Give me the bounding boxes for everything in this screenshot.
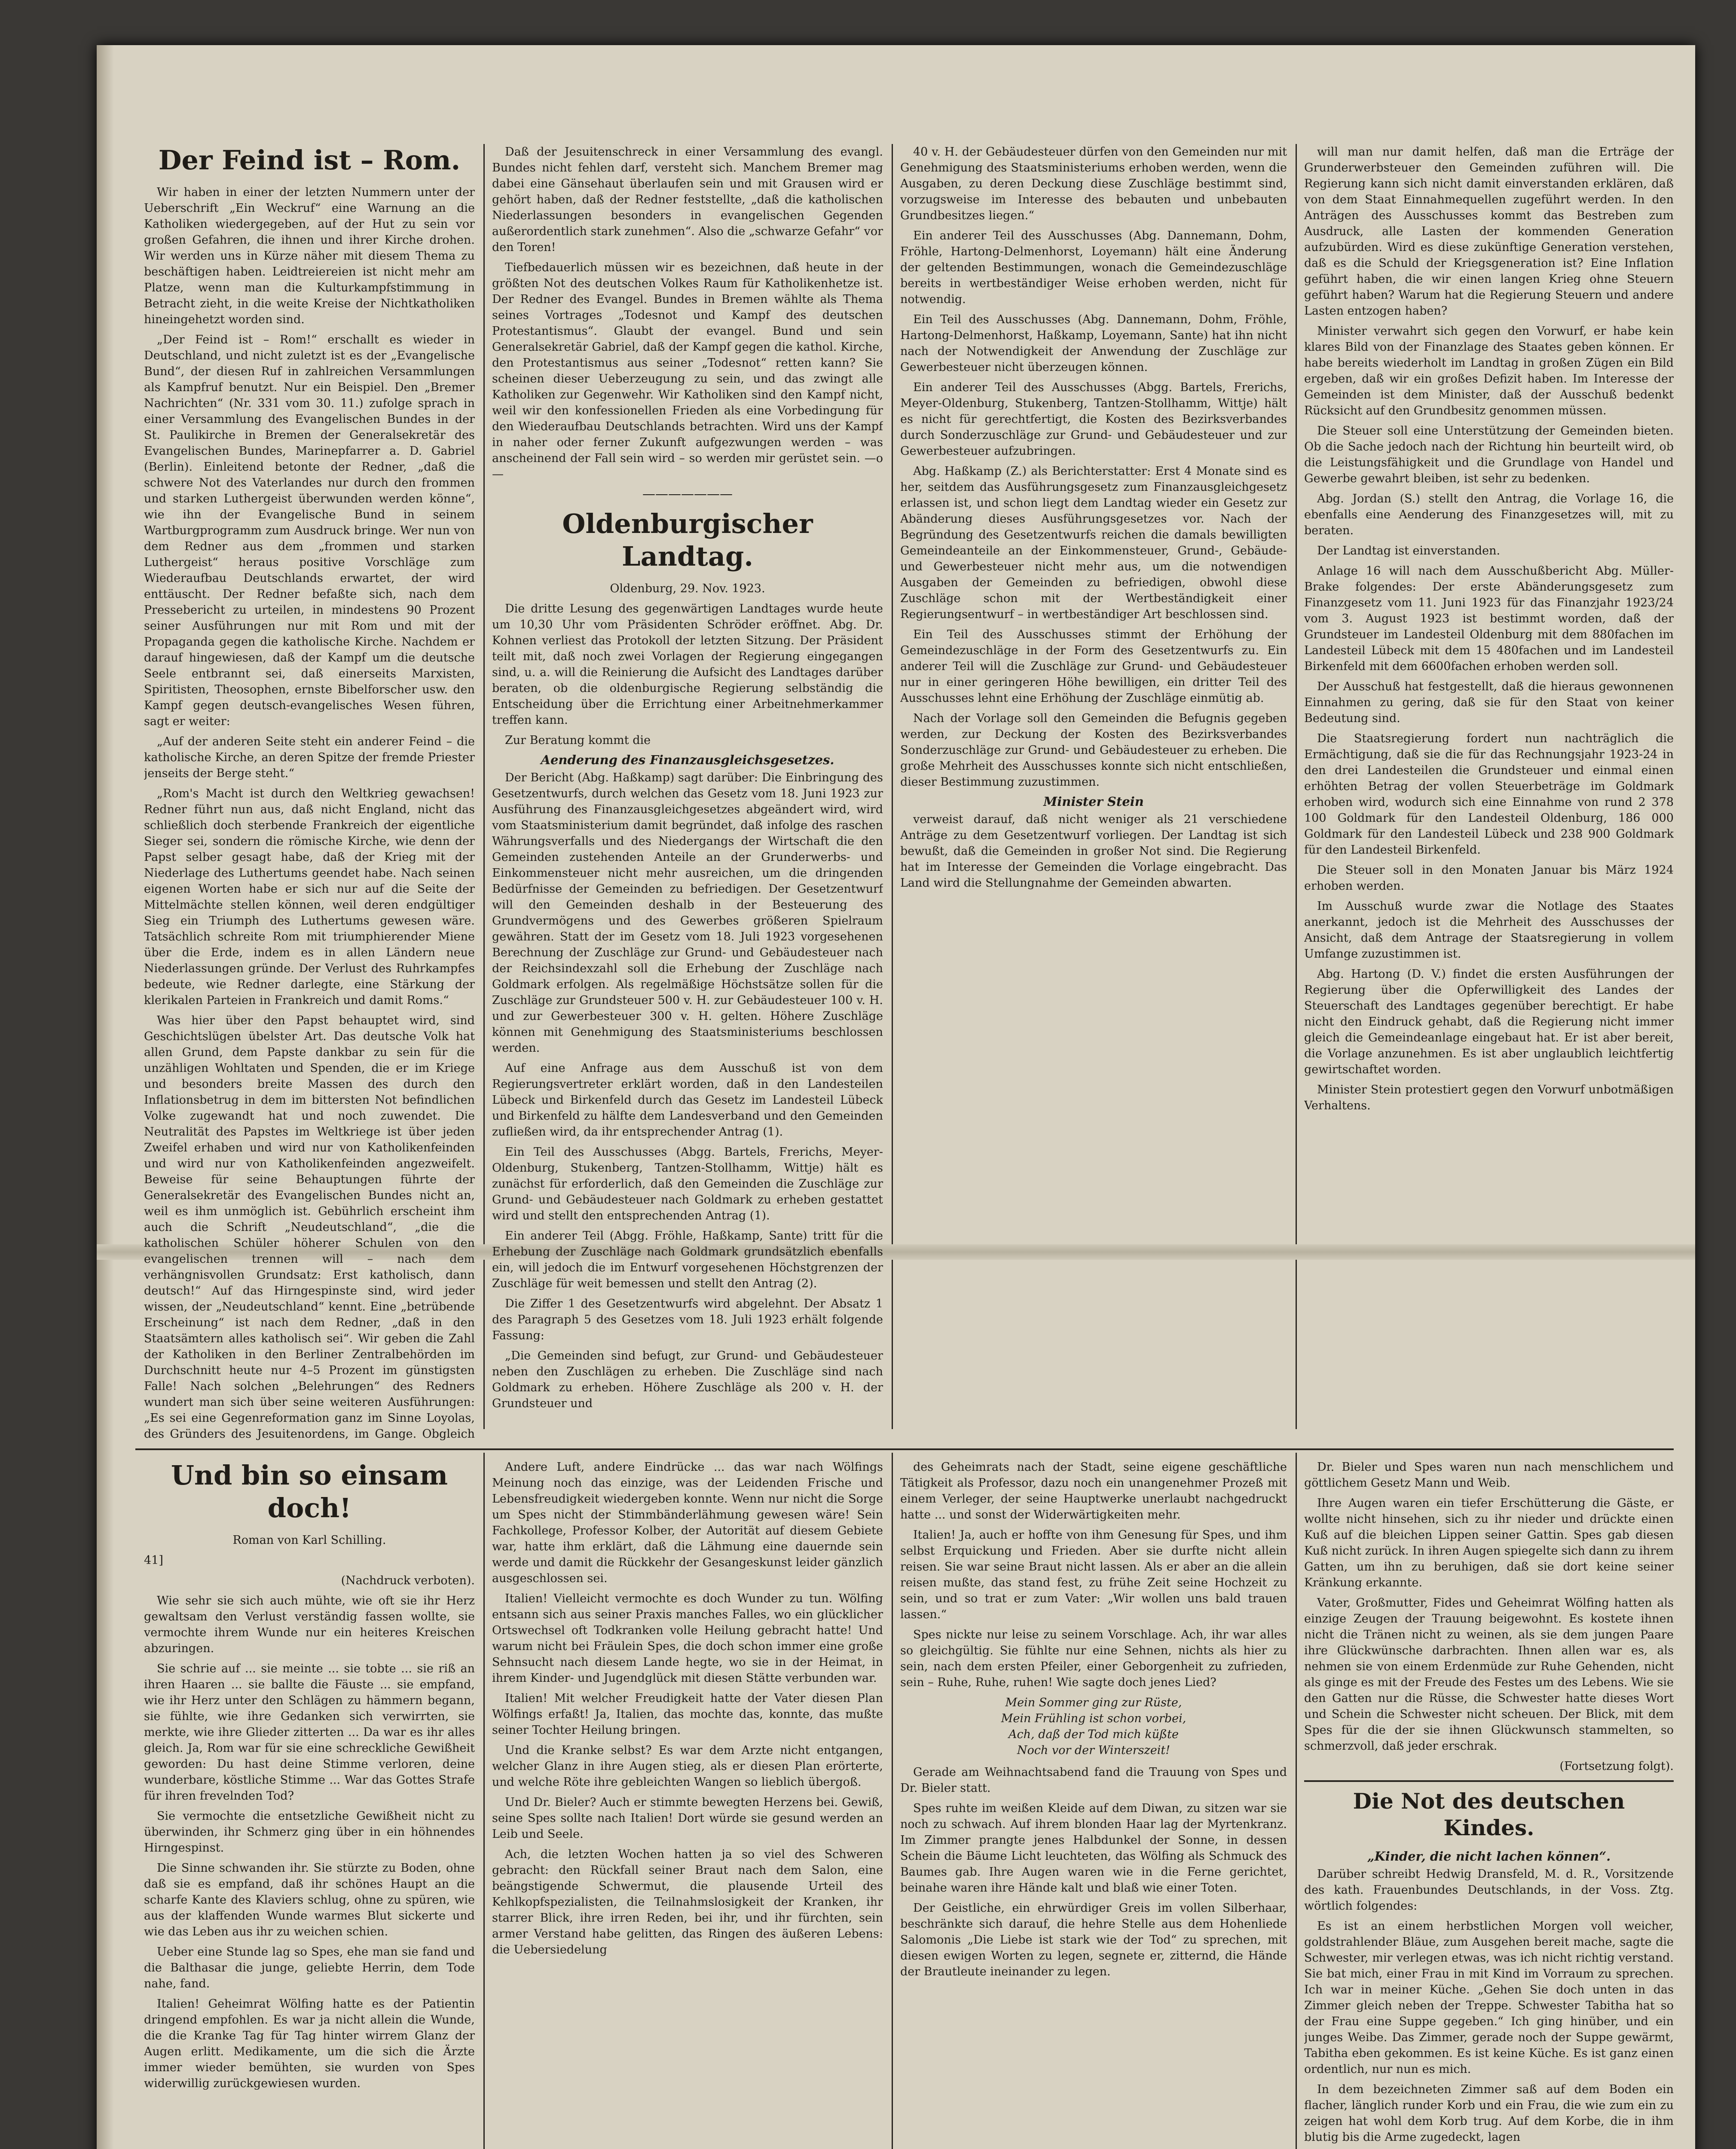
paragraph: Sie schrie auf ... sie meinte ... sie tobte ... sie riß an ihren Haaren ... sie ballte die Fäuste ... sie empfand, wie ihr Herz unter den Schlägen zu hämmern begann, sie fühlte, wie ihre Gedanken sich verwirrten, sie merkte, wie ihre Glieder zitterten ... Da war es ihr alles gleich. Ja, Rom war für sie eine schreckliche Gewißheit geworden: Du hast deine Stimme verloren, deine wunderbare, köstliche Stimme ... War das Gottes Strafe für ihren frevelnden Tod? (144, 1662, 475, 1803)
poem-line: Noch vor der Winterszeit! (1017, 1744, 1171, 1757)
poem-line: Ach, daß der Tod mich küßte (1009, 1728, 1179, 1741)
paragraph: Sie vermochte die entsetzliche Gewißheit nicht zu überwinden, ihr Schmerz ging über in ein höhnendes Hirngespinst. (144, 1809, 475, 1855)
paragraph: Minister verwahrt sich gegen den Vorwurf, er habe kein klares Bild von der Finanzlage des Staates geben können. Er habe bereits wiederholt im Landtag in großen Zügen ein Bild ergeben, daß wir ein großes Defizit haben. Im Interesse der Gemeinden ist dem Minister, daß der Ausschuß bedenkt Rücksicht auf den Grundbesitz genommen müssen. (1304, 324, 1674, 417)
paragraph: Italien! Geheimrat Wölfing hatte es der Patientin dringend empfohlen. Es war ja nicht allein die Wunde, die die Kranke Tag für Tag hinter wirrem Glanz der Augen erlitt. Medikamente, um die sich die Ärzte immer wieder bemühten, sie wurden von Spes widerwillig zurückgewiesen wurden. (144, 1997, 475, 2090)
subheading: „Kinder, die nicht lachen können“. (1367, 1849, 1611, 1864)
column-rule (1296, 144, 1297, 1429)
subheading: Aenderung des Finanzausgleichsgesetzes. (541, 753, 834, 767)
paragraph: Auf eine Anfrage aus dem Ausschuß ist von dem Regierungsvertreter erklärt worden, daß in den Landesteilen Lübeck und Birkenfeld durch das Gesetz im Landesteil Lübeck und Birkenfeld zu hälfte dem Landesverband und den Gemeinden zufließen wird, da ihr entsprechender Antrag (1). (492, 1062, 883, 1139)
paragraph: Italien! Ja, auch er hoffte von ihm Genesung für Spes, und ihm selbst Erquickung und Frieden. Aber sie durfte nicht allein reisen. Sie war seine Braut nicht lassen. Als er aber an die allein reisen mußte, das stand fest, zu frühe Zeit seine Hochzeit zu sein, und so trat er zum Vater: „Wir wollen uns bald trauen lassen.“ (900, 1528, 1287, 1621)
paragraph: Der Ausschuß hat festgestellt, daß die hieraus gewonnenen Einnahmen zu gering, daß sie für den Staat von keiner Bedeutung sind. (1304, 680, 1674, 725)
newspaper-page (97, 45, 1695, 2149)
continuation-note: (Fortsetzung folgt). (1559, 1760, 1674, 1773)
paragraph: Ein Teil des Ausschusses (Abgg. Bartels, Frerichs, Meyer-Oldenburg, Stukenberg, Tantzen-Stollhamm, Wittje) hält es zunächst für erforderlich, daß den Gemeinden die Zuschläge zur Grund- und Gebäudesteuer nach Goldmark zu erheben gestattet wird und stellt den entsprechenden Antrag (1). (492, 1145, 883, 1222)
paragraph: Die Staatsregierung fordert nun nachträglich die Ermächtigung, daß sie die für das Rechnungsjahr 1923-24 in den drei Landesteilen die Grundsteuer und einmal einen erhöhten Betrag der vollen Steuerbeträge im Goldmark erhoben wird, wodurch sich eine Einnahme von rund 2 378 100 Goldmark für den Landesteil Oldenburg, 186 000 Goldmark für den Landesteil Lübeck und 238 900 Goldmark für den Landesteil Birkenfeld. (1304, 732, 1674, 857)
paragraph: Im Ausschuß wurde zwar die Notlage des Staates anerkannt, jedoch ist die Mehrheit des Ausschusses der Ansicht, daß dem Antrage der Staatsregierung in vollem Umfange zuzustimmen ist. (1304, 900, 1674, 961)
paragraph: Daß der Jesuitenschreck in einer Versammlung des evangl. Bundes nicht fehlen darf, versteht sich. Manchem Bremer mag dabei eine Gänsehaut überlaufen sein und mit Grausen wird er gehört haben, daß der Redner feststellte, „daß die katholischen Niederlassungen besonders in evangelischen Gegenden außerordentlich stark zunehmen“. Also die „schwarze Gefahr“ vor den Toren! (492, 145, 883, 254)
column-rule (892, 144, 893, 1429)
paragraph: Der Landtag ist einverstanden. (1317, 544, 1501, 557)
paragraph: Wie sehr sie sich auch mühte, wie oft sie ihr Herz gewaltsam den Verlust verständig fassen wollte, sie vermochte ihrem Wunde nur ein heiteres Kreischen abzuringen. (144, 1594, 475, 1655)
poem (900, 1695, 1287, 1758)
paragraph: Ein anderer Teil des Ausschusses (Abg. Dannemann, Dohm, Fröhle, Hartong-Delmenhorst, Loyemann) hält eine Änderung der geltenden Bestimmungen, wonach die Gemeindezuschläge bereits in wertbeständiger Weise erhoben werden, nicht für notwendig. (900, 229, 1287, 306)
installment-number: 41] (144, 1554, 163, 1567)
paragraph: Ueber eine Stunde lag so Spes, ehe man sie fand und die Balthasar die junge, geliebte Herrin, dem Tode nahe, fand. (144, 1945, 475, 1990)
article-title: Die Not des deutschen Kindes. (1353, 1788, 1625, 1840)
paragraph: Dr. Bieler und Spes waren nun nach menschlichem und göttlichem Gesetz Mann und Weib. (1304, 1460, 1674, 1490)
dateline: Oldenburg, 29. Nov. 1923. (610, 582, 765, 595)
paragraph: Gerade am Weihnachtsabend fand die Trauung von Spes und Dr. Bieler statt. (900, 1766, 1287, 1795)
column-landtag (492, 144, 883, 1442)
paragraph: will man nur damit helfen, daß man die Erträge der Grunderwerbsteuer den Gemeinden zuführen will. Die Regierung kann sich nicht damit einverstanden erklären, daß von dem Staat Einnahmequellen zugeführt werden. In den Anträgen des Ausschusses kommt das Bestreben zum Ausdruck, alle Lasten der kommenden Generation aufzubürden. Wird es diese zukünftige Generation verstehen, daß es die Schuld der Kriegsgeneration ist? Eine Inflation geführt haben, die wir einen langen Krieg ohne Steuern geführt haben? Warum hat die Regierung Steuern und andere Lasten entzogen haben? (1304, 145, 1674, 318)
paragraph: Abg. Hartong (D. V.) findet die ersten Ausführungen der Regierung über die Opferwilligkeit des Landes der Steuerschaft des Landtages gegenüber berechtigt. Er habe nicht den Eindruck gehabt, daß die Regierung nicht immer gleich die Gemeindeanlage eingebaut hat. Er ist aber bereit, die Vorlage anzunehmen. Es ist aber unglaublich leichtfertig gewirtschaftet worden. (1304, 967, 1674, 1076)
paragraph: Die Steuer soll eine Unterstützung der Gemeinden bieten. Ob die Sache jedoch nach der Richtung hin beurteilt wird, ob die Leistungsfähigkeit und die Grundlage von Handel und Gewerbe gewahrt bleiben, ist sehr zu bedenken. (1304, 424, 1674, 485)
paragraph: Und Dr. Bieler? Auch er stimmte bewegten Herzens bei. Gewiß, seine Spes sollte nach Italien! Dort würde sie gesund werden an Leib und Seele. (492, 1796, 883, 1841)
paragraph: Spes ruhte im weißen Kleide auf dem Diwan, zu sitzen war sie noch zu schwach. Auf ihrem blonden Haar lag der Myrtenkranz. Im Zimmer prangte jenes Halbdunkel der Sonne, in dessen Schein die Bäume Licht leuchteten, das Wölfing als Schmuck des Baumes gab. Ihre Augen waren wie in die Ferne gerichtet, beinahe waren ihre Hände kalt und blaß wie einer Toten. (900, 1802, 1287, 1895)
paragraph: Der Bericht (Abg. Haßkamp) sagt darüber: Die Einbringung des Gesetzentwurfs, durch welchen das Gesetz vom 18. Juni 1923 zur Ausführung des Finanzausgleichgesetzes abgeändert wird, wird vom Staatsministerium damit begründet, daß infolge des raschen Währungsverfalls und des Niedergangs der Wirtschaft die den Gemeinden zustehenden Anteile an der Grunderwerbs- und Einkommensteuer nicht mehr ausreichen, um die dringenden Bedürfnisse der Gemeinden zu befriedigen. Der Gesetzentwurf will den Gemeinden deshalb in der Besteuerung des Grundvermögens und des Gewerbes größeren Spielraum gewähren. Statt der im Gesetz vom 18. Juli 1923 vorgesehenen Berechnung der Zuschläge zur Grund- und Gebäudesteuer nach der Reichsindexzahl soll die Erhebung der Zuschläge nach Goldmark erfolgen. Als regelmäßige Höchstsätze sollen für die Zuschläge zur Grundsteuer 500 v. H. zur Gebäudesteuer 100 v. H. und zur Gewerbesteuer 300 v. H. gelten. Höhere Zuschläge können mit Genehmigung des Staatsministeriums beschlossen werden. (492, 771, 883, 1055)
paragraph: Tiefbedauerlich müssen wir es bezeichnen, daß heute in der größten Not des deutschen Volkes Raum für Katholikenhetze ist. Der Redner des Evangel. Bundes in Bremen wählte als Thema seines Vortrages „Todesnot und Kampf des deutschen Protestantismus“. Glaubt der evangel. Bund und sein Generalsekretär Gabriel, daß der Kampf gegen die kathol. Kirche, den Protestantismus aus seiner „Todesnot“ retten kann? Sie scheinen dieser Ueberzeugung zu sein, und das zwingt alle Katholiken zur Gegenwehr. Wir Katholiken sind den Kampf nicht, weil wir den konfessionellen Frieden als eine Vorbedingung für den Wiederaufbau Deutschlands betrachten. Wird uns der Kampf in naher oder ferner Zukunft aufgezwungen werden – was anscheinend der Fall sein wird – so werden mir gerüstet sein. —o— (492, 261, 883, 481)
paragraph: Ein Teil des Ausschusses stimmt der Erhöhung der Gemeindezuschläge in der Form des Gesetzentwurfs zu. Ein anderer Teil will die Zuschläge zur Grund- und Gebäudesteuer nur in einer geringeren Höhe bewilligen, ein dritter Teil des Ausschusses lehnt eine Erhöhung der Zuschläge einmütig ab. (900, 628, 1287, 705)
column-rule (892, 1453, 893, 2149)
novel-col3 (900, 1459, 1287, 2149)
paragraph: Ach, die letzten Wochen hatten ja so viel des Schweren gebracht: den Rückfall seiner Braut nach dem Salon, eine beängstigende Schwermut, die plausende Urteil des Kehlkopfspezialisten, die Teilnahmslosigkeit der Kranken, ihr starrer Blick, ihre irren Reden, bei ihr, und ihr fürchten, sein armer Verstand habe gelitten, das Ringen des äußeren Lebens: die Uebersiedelung (492, 1848, 883, 1956)
article-title: Der Feind ist – Rom. (158, 144, 461, 176)
column-rule (1296, 1453, 1297, 2149)
paragraph: „Der Feind ist – Rom!“ erschallt es wieder in Deutschland, und nicht zuletzt ist es der „Evangelische Bund“, der diesen Ruf in zahlreichen Versammlungen als Kampfruf benutzt. Nur ein Beispiel. Den „Bremer Nachrichten“ (Nr. 331 vom 30. 11.) zufolge sprach in einer Versammlung des Evangelischen Bundes in der St. Paulikirche in Bremen der Generalsekretär des Evangelischen Bundes, Marinepfarrer a. D. Gabriel (Berlin). Einleitend betonte der Redner, „daß die schwere Not des Vaterlandes nur durch den frommen und starken Luthergeist überwunden werden könne“, wie ihn der Evangelische Bund in seinem Wartburgprogramm zum Ausdruck bringe. Wer nun von dem Redner aus dem „frommen und starken Luthergeist“ heraus positive Vorschläge zum Wiederaufbau Deutschlands erwartet, der wird enttäuscht. Der Redner befaßte sich, nach dem Pressebericht zu urteilen, in mindestens 90 Prozent seiner Ausführungen nur mit Rom und mit der Propaganda gegen die katholische Kirche. Nachdem er darauf hingewiesen, daß der Kampf um die deutsche Seele entbrannt sei, daß einerseits Marxisten, Spiritisten, Theosophen, ernste Bibelforscher usw. den Kampf gegen deutsch-evangelisches Wesen führen, sagt er weiter: (144, 333, 475, 728)
paragraph: Was hier über den Papst behauptet wird, sind Geschichtslügen übelster Art. Das deutsche Volk hat allen Grund, dem Papste dankbar zu sein für die unzähligen Wohltaten und Spenden, die er im Kriege und besonders breite Massen des durch den Inflationsbetrug in dem im bittersten Not befindlichen Volke zugewandt hat und noch zuwendet. Die Neutralität des Papstes im Weltkriege ist über jeden Zweifel erhaben und wird nur von Katholikenfeinden und wird nur von Katholikenfeinden angezweifelt. Beweise für seine Behauptungen führte der Generalsekretär des Evangelischen Bundes nicht an, weil es ihm unmöglich ist. Gebührlich erscheint ihm auch die Schrift „Neudeutschland“, „die die katholischen Schüler höherer Schulen von den evangelischen trennen will – nach dem verhängnisvollen Grundsatz: Erst katholisch, dann deutsch!“ Auf das Hirngespinste sind, wird jeder wissen, der „Neudeutschland“ kennt. Eine „betrübende Erscheinung“ ist nach dem Redner, „daß in den Staatsämtern alles katholisch sei“. Wir geben die Zahl der Katholiken in den Berliner Zentralbehörden im Durchschnitt heute nur 4–5 Prozent im günstigsten Falle! Nach solchen „Belehrungen“ des Redners wundert man sich über seine weiteren Ausführungen: „Es sei eine Gegenreformation ganz im Sinne Loyolas, des Gründers des Jesuitenordens, im Gange. Obgleich (144, 1014, 475, 1441)
paragraph: Ein anderer Teil des Ausschusses (Abgg. Bartels, Frerichs, Meyer-Oldenburg, Stukenberg, Tantzen-Stollhamm, Wittje) hält es nicht für gerechtfertigt, die Kosten des Bezirksverbandes durch Sonderzuschläge zur Grund- und Gebäudesteuer und zur Gewerbesteuer aufzubringen. (900, 381, 1287, 458)
paragraph: In dem bezeichneten Zimmer saß auf dem Boden ein flacher, länglich runder Korb und ein Frau, die wie zum ein zu zeigen hat wohl dem Korb trug. Auf dem Korbe, die in ihm blutig bis die Arme zugedeckt, lagen (1304, 2083, 1674, 2144)
paragraph: Die dritte Lesung des gegenwärtigen Landtages wurde heute um 10,30 Uhr vom Präsidenten Schröder eröffnet. Abg. Dr. Kohnen verliest das Protokoll der letzten Sitzung. Der Präsident teilt mit, daß noch zwei Vorlagen der Regierung eingegangen sind, u. a. will die Reinierung die Aufsicht des Landtages darüber beraten, ob die oldenburgische Regierung selbständig die Entscheidung über die Errichtung einer Arbeitnehmerkammer treffen kann. (492, 602, 883, 727)
paragraph: Minister Stein protestiert gegen den Vorwurf unbotmäßigen Verhaltens. (1304, 1083, 1674, 1112)
column-rule (483, 144, 485, 1429)
novel-byline: Roman von Karl Schilling. (232, 1534, 386, 1547)
paragraph: Ihre Augen waren ein tiefer Erschütterung die Gäste, er wollte nicht hinsehen, sich zu ihr nieder und drückte einen Kuß auf die bleichen Lippen seiner Gattin. Spes gab diesen Kuß nicht zurück. In ihren Augen spiegelte sich dann zu ihrem Gatten, um ihn zu beruhigen, daß sie dort keine seiner Kränkung erkannte. (1304, 1497, 1674, 1589)
paragraph: Nach der Vorlage soll den Gemeinden die Befugnis gegeben werden, zur Deckung der Kosten des Bezirksverbandes Sonderzuschläge zur Grund- und Gebäudesteuer zu erheben. Die große Mehrheit des Ausschusses konnte sich nicht entschließen, dieser Bestimmung zuzustimmen. (900, 712, 1287, 789)
novel-col2 (492, 1459, 883, 2149)
paragraph: Darüber schreibt Hedwig Dransfeld, M. d. R., Vorsitzende des kath. Frauenbundes Deutschlands, in der Voss. Ztg. wörtlich folgendes: (1304, 1867, 1674, 1913)
poem-line: Mein Frühling ist schon vorbei, (1001, 1712, 1186, 1725)
separator: ——————— (642, 487, 733, 502)
paragraph: Italien! Mit welcher Freudigkeit hatte der Vater diesen Plan Wölfings erfaßt! Ja, Italien, das mochte das, konnte, das mußte seiner Tochter Heilung bringen. (492, 1692, 883, 1737)
novel-title: Und bin so einsam doch! (171, 1460, 448, 1524)
paragraph: Zur Beratung kommt die (505, 734, 651, 747)
paragraph: Vater, Großmutter, Fides und Geheimrat Wölfing hatten als einzige Zeugen der Trauung beigewohnt. Es kostete ihnen nicht die Tränen nicht zu weinen, als sie dem jungen Paare ihre Glückwünsche darbrachten. Ihnen allen war es, als nehmen sie von einem Erdenmüde zur Ruhe Gehenden, nicht als ginge es mit der Freude des Festes um des Lebens. Wie sie den Gatten nur die Rüsse, die Schwester hatte dieses Wort und Schein die Schwester nicht scheuen. Der Blick, mit dem Spes für die der sie ihnen Glückwunsch stammelten, so schmerzvoll, daß jeder erschrak. (1304, 1596, 1674, 1753)
section-rule (1304, 1780, 1674, 1782)
poem-line: Mein Sommer ging zur Rüste, (1005, 1696, 1182, 1709)
paragraph: Die Ziffer 1 des Gesetzentwurfs wird abgelehnt. Der Absatz 1 des Paragraph 5 des Gesetzes vom 18. Juli 1923 erhält folgende Fassung: (492, 1297, 883, 1342)
paragraph: Der Geistliche, ein ehrwürdiger Greis im vollen Silberhaar, beschränkte sich darauf, die hehre Stelle aus dem Hohenliede Salomonis „Die Liebe ist stark wie der Tod“ zu sprechen, mit diesen ewigen Worten zu legen, segnete er, zitternd, die Hände der Brautleute ineinander zu legen. (900, 1901, 1287, 1978)
page-edge-shadow (97, 45, 114, 2149)
reprint-note: (Nachdruck verboten). (341, 1574, 475, 1587)
novel-col4 (1304, 1459, 1674, 2149)
paragraph: „Rom's Macht ist durch den Weltkrieg gewachsen! Redner führt nun aus, daß nicht England, nicht das schließlich doch sterbende Frankreich der eigentliche Sieger sei, sondern die römische Kirche, wie denn der Papst selber gesagt habe, daß der Krieg mit der Niederlage des Luthertums geendet habe. Nach seinen eigenen Worten habe er sich nur auf die Seite der Mittelmächte stellen können, weil deren endgültiger Sieg ein Triumph des Luthertums gewesen wäre. Tatsächlich schreite Rom mit triumphierender Miene über die Erde, indem es in allen Ländern neue Niederlassungen gründe. Der Verlust des Ruhrkampfes bedeute, wie Redner darlegte, eine Stärkung der klerikalen Parteien in Frankreich und damit Roms.“ (144, 787, 475, 1007)
paragraph: Wir haben in einer der letzten Nummern unter der Ueberschrift „Ein Weckruf“ eine Warnung an die Katholiken wiedergegeben, auf der Hut zu sein vor großen Gefahren, die ihnen und ihrer Kirche drohen. Wir werden uns in Kürze näher mit diesem Thema zu beschäftigen haben. Leidtreiereien ist nicht mehr am Platze, wenn man die Kulturkampfstimmung in Betracht zieht, in die weite Kreise der Nichtkatholiken hineingehetzt worden sind. (144, 186, 475, 326)
paragraph: verweist darauf, daß nicht weniger als 21 verschiedene Anträge zu dem Gesetzentwurf vorliegen. Der Landtag ist sich bewußt, daß die Gemeinden in großer Not sind. Die Regierung hat im Interesse der Gemeinden die Vorlage eingebracht. Das Land wird die Stellungnahme der Gemeinden abwarten. (900, 813, 1287, 890)
paragraph: Spes nickte nur leise zu seinem Vorschlage. Ach, ihr war alles so gleichgültig. Sie fühlte nur eine Sehnen, nichts als hier zu sein, nach dem ersten Pfeiler, einer Geborgenheit zu zufrieden, sein – Ruhe, Ruhe, ruhen! Wie sagte doch jenes Lied? (900, 1628, 1287, 1689)
paragraph: Ein anderer Teil (Abgg. Fröhle, Haßkamp, Sante) tritt für die Erhebung der Zuschläge nach Goldmark grundsätzlich ebenfalls ein, will jedoch die im Entwurf vorgesehenen Höchstgrenzen der Zuschläge für weit bemessen und stellt den Antrag (2). (492, 1229, 883, 1290)
article-title: Oldenburgischer Landtag. (562, 508, 813, 572)
paragraph: Die Sinne schwanden ihr. Sie stürzte zu Boden, ohne daß sie es empfand, daß ihr schönes Haupt an die scharfe Kante des Klaviers schlug, ohne zu spüren, wie aus der klaffenden Wunde warmes Blut sickerte und wie das Leben aus ihr zu weichen schien. (144, 1861, 475, 1938)
column-rule (483, 1453, 485, 2149)
paragraph: Abg. Haßkamp (Z.) als Berichterstatter: Erst 4 Monate sind es her, seitdem das Ausführungsgesetz zum Finanzausgleichgesetz erlassen ist, und schon liegt dem Landtag wieder ein Gesetz zur Abänderung dieses Ausführungsgesetzes vor. Nach der Begründung des Gesetzentwurfs reichen die damals bewilligten Gemeindeanteile an der Einkommensteuer, Grund-, Gebäude- und Gewerbesteuer nicht mehr aus, um die notwendigen Ausgaben der Gemeinden zu befriedigen, obwohl diese Zuschläge schon mit der Wertbeständigkeit einer Regierungsentwurf – in wertbeständiger Art beschlossen sind. (900, 465, 1287, 621)
paragraph: Andere Luft, andere Eindrücke ... das war nach Wölfings Meinung noch das einzige, was der Leidenden Frische und Lebensfreudigkeit wiedergeben konnte. Wenn nur nicht die Sorge um Spes nicht der Stimmbänderlähmung gewesen wäre! Sein Fachkollege, Professor Kolber, der Autorität auf diesem Gebiete war, hatte ihm erklärt, daß die Lähmung eine dauernde sein werde und damit die Rückkehr der Gesangeskunst leider gänzlich ausgeschlossen sei. (492, 1460, 883, 1585)
paragraph: Und die Kranke selbst? Es war dem Arzte nicht entgangen, welcher Glanz in ihre Augen stieg, als er diesen Plan erörterte, und welche Röte ihre gebleichten Wangen so lieblich übergoß. (492, 1744, 883, 1789)
paragraph: „Die Gemeinden sind befugt, zur Grund- und Gebäudesteuer neben den Zuschlägen zu erheben. Die Zuschläge sind nach Goldmark zu erheben. Höhere Zuschläge als 200 v. H. der Grundsteuer und (492, 1349, 883, 1410)
paragraph: Es ist an einem herbstlichen Morgen voll weicher, goldstrahlender Bläue, zum Ausgehen bereit mache, sagte die Schwester, mir verlegen etwas, was ich nicht richtig verstand. Sie bat mich, einer Frau in mit Kind im Vorraum zu sprechen. Ich war in meiner Küche. „Gehen Sie doch unten in das Zimmer gleich neben der Treppe. Schwester Tabitha hat so der Frau eine Suppe gegeben.“ Ich ging hinüber, und ein junges Weibe. Das Zimmer, gerade noch der Suppe gewärmt, Tabitha eben gekommen. Es ist keine Küche. Es ist ganz einen ordentlich, nur nun es mich. (1304, 1919, 1674, 2076)
section-rule (135, 1448, 1674, 1450)
paragraph: Die Steuer soll in den Monaten Januar bis März 1924 erhoben werden. (1304, 863, 1674, 893)
paragraph: „Auf der anderen Seite steht ein anderer Feind – die katholische Kirche, an deren Spitze der fremde Priester jenseits der Berge steht.“ (144, 735, 475, 780)
paragraph: Ein Teil des Ausschusses (Abg. Dannemann, Dohm, Fröhle, Hartong-Delmenhorst, Haßkamp, Loyemann, Sante) hat ihn nicht nach der Notwendigkeit der Anwendung der Zuschläge zur Gewerbesteuer nicht überzeugen können. (900, 313, 1287, 374)
paragraph: Anlage 16 will nach dem Ausschußbericht Abg. Müller-Brake folgendes: Der erste Abänderungsgesetz zum Finanzgesetz vom 11. Juni 1923 für das Finanzjahr 1923/24 vom 3. August 1923 ist bestimmt worden, daß der Grundsteuer im Landesteil Oldenburg mit dem 880fachen im Landesteil Lübeck mit dem 15 480fachen und im Landesteil Birkenfeld mit dem 6600fachen erhoben werden soll. (1304, 564, 1674, 673)
article-der-feind (144, 144, 475, 1442)
paragraph: 40 v. H. der Gebäudesteuer dürfen von den Gemeinden nur mit Genehmigung des Staatsministeriums erhoben werden, wenn die Ausgaben, zu deren Deckung diese Zuschläge bestimmt sind, vorzugsweise im Interesse des bebauten und unbebauten Grundbesitzes liegen.“ (900, 145, 1287, 222)
novel-col1 (144, 1459, 475, 2149)
column-landtag-cont (900, 144, 1287, 1442)
column-landtag-end (1304, 144, 1674, 1442)
paragraph: des Geheimrats nach der Stadt, seine eigene geschäftliche Tätigkeit als Professor, dazu noch ein unangenehmer Prozeß mit einem Verleger, der seine Hauptwerke unerlaubt nachgedruckt hatte ... und sonst der Widerwärtigkeiten mehr. (900, 1460, 1287, 1521)
subheading: Minister Stein (1043, 794, 1144, 809)
paragraph: Italien! Vielleicht vermochte es doch Wunder zu tun. Wölfing entsann sich aus seiner Praxis manches Falles, wo ein glücklicher Ortswechsel oft Todkranken volle Heilung gebracht hatte! Und warum nicht bei Fräulein Spes, die doch schon immer eine große Sehnsucht nach diesem Lande hegte, wo sie in der Heimat, in ihrem Kinder- und Jugendglück mit diesen Stätte verbunden war. (492, 1592, 883, 1685)
paragraph: Abg. Jordan (S.) stellt den Antrag, die Vorlage 16, die ebenfalls eine Aenderung des Finanzgesetzes will, mit zu beraten. (1304, 492, 1674, 537)
